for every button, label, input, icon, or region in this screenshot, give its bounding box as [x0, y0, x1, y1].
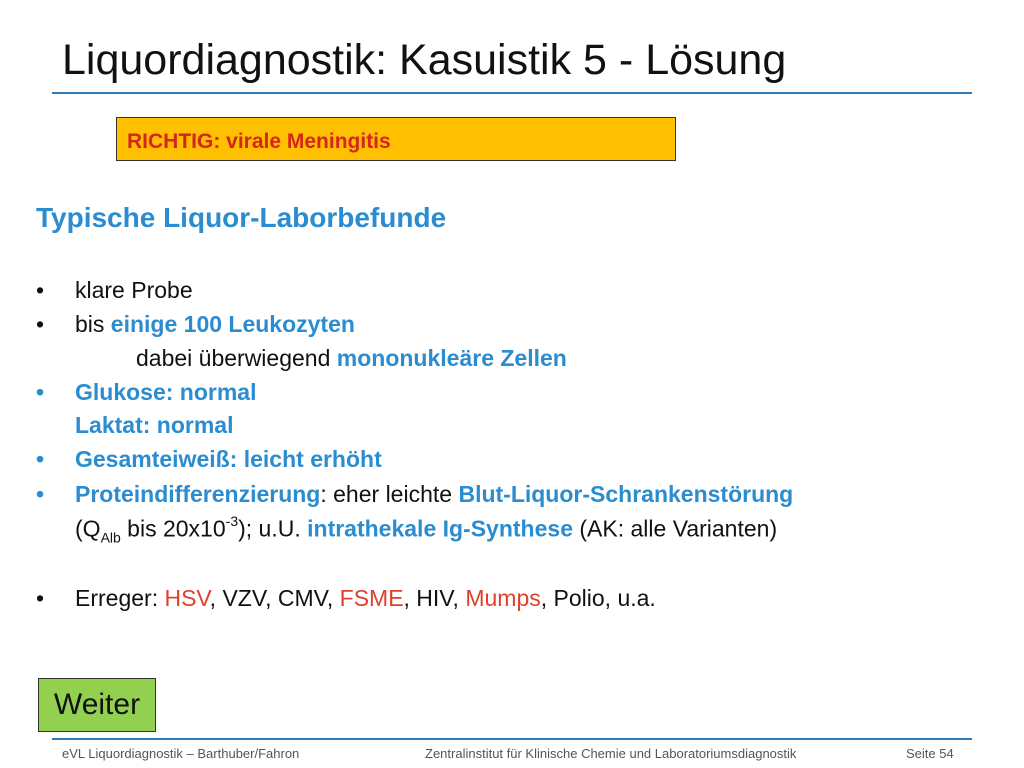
section-title: Typische Liquor-Laborbefunde — [36, 202, 447, 233]
bullet-marker: • — [36, 311, 45, 337]
footer-page-number: Seite 54 — [906, 746, 954, 761]
prot-diff-sep: : eher leichte — [320, 481, 459, 507]
list-subitem-qalb — [75, 515, 777, 545]
pathogen-fsme: FSME — [339, 585, 404, 611]
page-title: Liquordiagnostik: Kasuistik 5 - Lösung — [62, 36, 787, 84]
lactate-text: Laktat: normal — [75, 412, 234, 438]
list-item-clear-sample — [75, 277, 193, 304]
bullet-marker: • — [36, 379, 45, 405]
list-item-leukocytes — [75, 311, 355, 338]
q-subscript: Alb — [100, 529, 121, 546]
bullet-marker: • — [36, 585, 45, 611]
q-mid: bis 20x10 — [120, 515, 226, 542]
weiter-button[interactable]: Weiter — [38, 678, 156, 732]
list-item-protein-differentiation — [75, 481, 793, 508]
ig-synthesis: intrathekale Ig-Synthese — [307, 515, 573, 542]
q-superscript: -3 — [225, 513, 239, 529]
answer-box — [116, 117, 676, 161]
footer-course: eVL Liquordiagnostik – Barthuber/Fahron — [62, 746, 300, 761]
pathogen-rest: , Polio, u.a. — [540, 585, 656, 611]
footer-divider — [52, 738, 972, 740]
bullet-marker: • — [36, 446, 45, 472]
list-item-protein — [75, 446, 382, 473]
answer-text: RICHTIG: virale Meningitis — [127, 130, 391, 153]
title-divider — [52, 92, 972, 94]
list-item-glucose — [75, 379, 256, 406]
footer-institute: Zentralinstitut für Klinische Chemie und Laboratoriumsdiagnostik — [425, 746, 797, 761]
protein-text: Gesamteiweiß: leicht erhöht — [75, 446, 382, 472]
barrier-disorder: Blut-Liquor-Schrankenstörung — [458, 481, 794, 507]
cells-prefix: dabei überwiegend — [136, 345, 337, 371]
leuko-highlight: einige 100 Leukozyten — [110, 311, 355, 337]
pathogen-vzv-cmv: , VZV, CMV, — [209, 585, 340, 611]
list-subitem-cells — [136, 345, 567, 372]
pathogen-mumps: Mumps — [465, 585, 541, 611]
cells-highlight: mononukleäre Zellen — [336, 345, 567, 371]
leuko-prefix: bis — [75, 311, 111, 337]
pathogen-hsv: HSV — [164, 585, 210, 611]
clear-sample-text: klare Probe — [75, 277, 193, 303]
ak-note: (AK: alle Varianten) — [572, 515, 778, 542]
glucose-text: Glukose: normal — [75, 379, 257, 405]
bullet-marker: • — [36, 481, 45, 507]
prot-diff-label: Proteindifferenzierung — [75, 481, 321, 507]
erreger-label: Erreger: — [75, 585, 165, 611]
list-item-pathogens — [75, 585, 656, 612]
pathogen-hiv: , HIV, — [403, 585, 466, 611]
list-item-lactate — [75, 412, 233, 439]
bullet-marker: • — [36, 277, 45, 303]
q-open: (Q — [75, 515, 101, 542]
q-close: ); u.U. — [238, 515, 308, 542]
